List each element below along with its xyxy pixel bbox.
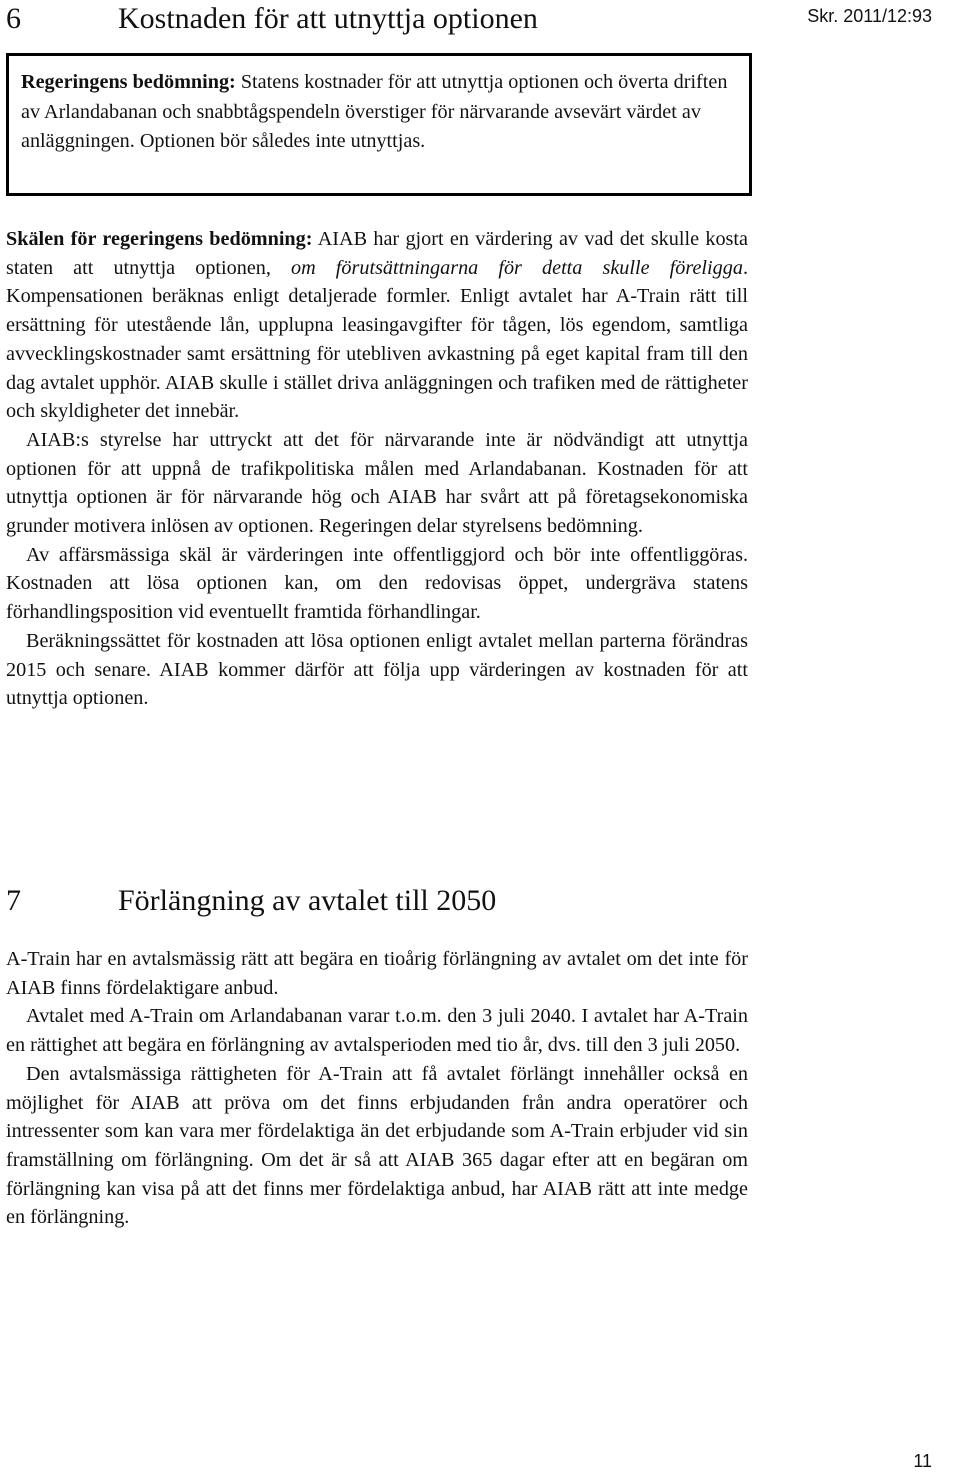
section-6-paragraph: Av affärsmässiga skäl är värderingen inte offentliggjord och bör inte offentliggöras. Kostnaden att lösa optionen kan, om den redovisas öppet, undergräva statens förhandlingsposition vid eventuellt framtida förhandlingar. [6, 543, 748, 624]
reasons-italic: om förutsättningarna för detta skulle föreligga [291, 256, 743, 279]
section-6-title: Kostnaden för att utnyttja optionen [118, 2, 538, 35]
section-7-body [6, 945, 748, 1232]
section-6-heading [6, 1, 538, 37]
section-6-paragraph: AIAB:s styrelse har uttryckt att det för närvarande inte är nödvändigt att utnyttja optionen för att uppnå de trafikpolitiska målen med Arlandabanan. Kostnaden för att utnyttja optionen är för närvarande hög och AIAB har svårt att på företagsekonomiska grunder motivera inlösen av optionen. Regeringen delar styrelsens bedömning. [6, 428, 748, 538]
reasons-text-1: AIAB har gjort en värdering av vad det skulle kosta staten att utnyttja optionen, [6, 228, 748, 279]
section-6-paragraph: Beräkningssättet för kostnaden att lösa optionen enligt avtalet mellan parterna förändras 2015 och senare. AIAB kommer därför att följa upp värderingen av kostnaden för att utnyttja optionen. [6, 629, 748, 710]
assessment-text: Statens kostnader för att utnyttja optionen och överta driften av Arlandabanan och snabbtågspendeln överstiger för närvarande avsevärt värdet av anläggningen. Optionen bör således inte utnyttjas. [21, 71, 728, 152]
assessment-lead: Regeringens bedömning: [21, 71, 236, 93]
section-7-paragraph: A-Train har en avtalsmässig rätt att begära en tioårig förlängning av avtalet om det inte för AIAB finns fördelaktigare anbud. [6, 948, 748, 999]
reasons-text-2: . Kompensationen beräknas enligt detaljerade formler. Enligt avtalet har A-Train rätt till ersättning för utestående lån, upplupna leasingavgifter för tågen, lös egendom, samtliga avvecklingskostnader samt ersättning för utebliven avkastning på eget kapital fram till den dag avtalet upphör. AIAB skulle i stället driva anläggningen och trafiken med de rättigheter och skyldigheter det innebär. [6, 256, 748, 423]
section-7-title: Förlängning av avtalet till 2050 [118, 884, 497, 917]
document-reference: Skr. 2011/12:93 [807, 6, 932, 26]
government-assessment-box [6, 53, 752, 196]
section-6-number: 6 [6, 2, 21, 35]
page-number: 11 [913, 1451, 932, 1471]
reasons-lead: Skälen för regeringens bedömning: [6, 228, 313, 250]
section-7-paragraph: Avtalet med A-Train om Arlandabanan varar t.o.m. den 3 juli 2040. I avtalet har A-Train en rättighet att begära en förlängning av avtalsperioden med tio år, dvs. till den 3 juli 2050. [6, 1005, 748, 1057]
reasons-paragraph [6, 225, 748, 426]
section-6-body [6, 225, 748, 713]
section-7-number: 7 [6, 884, 21, 917]
section-7-heading [6, 883, 496, 919]
section-7-paragraph: Den avtalsmässiga rättigheten för A-Train att få avtalet förlängt innehåller också en möjlighet för AIAB att pröva om det finns erbjudanden från andra operatörer och intressenter som kan vara mer fördelaktiga än det erbjudande som A-Train erbjuder vid sin framställning om förlängning. Om det är så att AIAB 365 dagar efter att en begäran om förlängning kan visa på att det finns mer fördelaktiga anbud, har AIAB rätt att inte medge en förlängning. [6, 1062, 748, 1229]
